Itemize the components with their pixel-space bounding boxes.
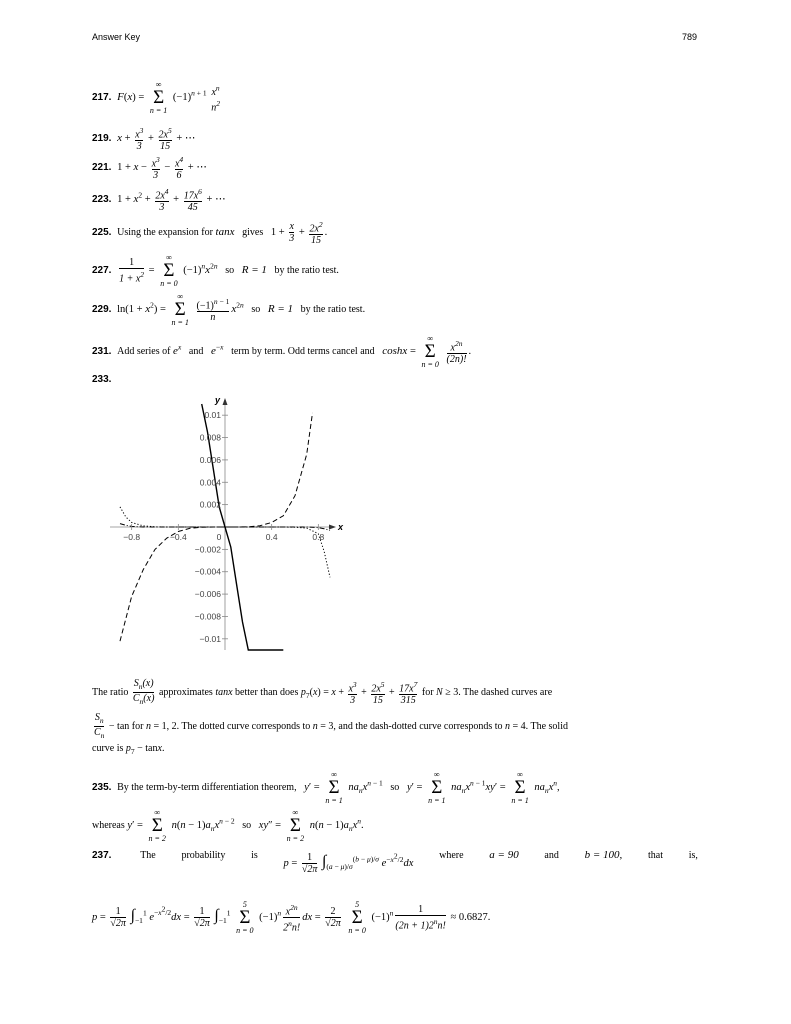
x-tick-label: −0.4 bbox=[169, 532, 187, 542]
bound-b: b = 100, bbox=[584, 849, 623, 861]
answer-text: so bbox=[390, 781, 400, 793]
answer-text: whereas bbox=[92, 819, 125, 831]
answer-text: and bbox=[544, 850, 559, 861]
y-tick-label: −0.008 bbox=[194, 611, 221, 622]
y-tick-label: 0.006 bbox=[199, 454, 221, 465]
answer-number: 217. bbox=[92, 91, 112, 103]
answer-number: 227. bbox=[92, 264, 112, 276]
answer-text: so bbox=[251, 303, 261, 315]
answer-227: 227. $\frac{1}{1 + x^2}$ = ∞ Σ n = 0 $(-1)^nx^{2n}$ so R = 1 by the ratio test. bbox=[92, 253, 339, 288]
answer-text: The bbox=[140, 850, 156, 861]
x-axis-arrow bbox=[329, 525, 336, 530]
y-tick-label: 0.01 bbox=[204, 410, 221, 421]
graph-caption-line-3: curve is $p_7 - \tan x$. bbox=[92, 743, 165, 756]
answer-235-continued: whereas y′ = ∞ Σ n = 2 $n(n - 1)a_nx^{n - 2}$ so xy″ = ∞ Σ n = 2 $n(n - 1)a_nx^n$. bbox=[92, 808, 364, 843]
graph-caption-line-2: $\frac{S_n}{C_n}$ − tan for n = 1, 2. The dotted curve corresponds to n = 3, and the dash-dotted curve corresponds to n = 4. The solid bbox=[94, 712, 568, 740]
function-name: tanx bbox=[215, 226, 235, 239]
y-tick-label: −0.002 bbox=[194, 544, 221, 555]
answer-229: 229. $\ln(1 + x^2)$ = ∞ Σ n = 1 $\frac{(-1)^{n - 1}}{n}$ $x^{2n}$ so R = 1 by the ratio test. bbox=[92, 292, 366, 327]
y-axis-arrow bbox=[223, 398, 228, 405]
answer-237: 237. The probability is p = $\frac{1}{√2\pi}$ $\int_{(a - \mu)/\sigma}^{(b - \mu)/\sigma}$ $e^{-x^2/2}dx$ where a = 90 and b = 100, that is, bbox=[92, 849, 698, 876]
answer-text: and bbox=[188, 345, 204, 357]
y-tick-label: −0.01 bbox=[199, 633, 221, 644]
answer-number: 229. bbox=[92, 303, 112, 315]
answer-text: gives bbox=[242, 227, 264, 239]
y-tick-label: 0.004 bbox=[199, 477, 221, 488]
x-tick-label: 0.4 bbox=[265, 532, 278, 542]
x-tick-label: 0.8 bbox=[312, 532, 325, 542]
answer-text: is bbox=[251, 850, 258, 861]
answer-number: 233. bbox=[92, 374, 112, 385]
answer-number: 225. bbox=[92, 227, 112, 239]
answer-text: By the term-by-term differentiation theorem, bbox=[117, 781, 297, 793]
y-tick-label: 0.008 bbox=[199, 432, 221, 443]
plot-axes bbox=[110, 395, 344, 650]
answer-number: 235. bbox=[92, 781, 112, 793]
answer-number: 223. bbox=[92, 194, 112, 206]
answer-text: so bbox=[225, 264, 235, 276]
error-plot bbox=[100, 395, 344, 652]
answer-number: 221. bbox=[92, 162, 112, 174]
answer-225: 225. Using the expansion for tanx gives 1 + $\frac{x}{3}$ + $\frac{2x^2}{15}$ . bbox=[92, 220, 328, 247]
x-tick-label: 0 bbox=[216, 532, 222, 542]
graph-caption-line-1: The ratio $\frac{S_n(x)}{C_n(x)}$ approximates tanx better than does $p_7(x) = x$ + $\frac{x^3}{3}$ + $\frac{2x^5}{15}$ + $\frac{17x^7}{315}$ for N ≥ 3. The dashed curves are bbox=[92, 678, 553, 707]
answer-text: Add series of bbox=[117, 345, 171, 357]
answer-text: term by term. Odd terms cancel and bbox=[231, 345, 375, 357]
y-tick-label: −0.004 bbox=[194, 566, 221, 577]
answer-217: 217. F(x) = ∞ Σ n = 1 $(-1)^{n + 1}$ $x^n$ $n^2$ bbox=[92, 80, 220, 115]
answer-number: 231. bbox=[92, 345, 112, 357]
answer-223: 223. $1 + x^2$ + $\frac{2x^4}{3}$ + $\frac{17x^6}{45}$ + ⋯ bbox=[92, 187, 226, 214]
answer-219: 219. x + $\frac{x^3}{3}$ + $\frac{2x^5}{15}$ + ⋯ bbox=[92, 126, 196, 153]
answer-233 bbox=[92, 372, 702, 387]
answer-221: 221. 1 + x − $\frac{x^3}{3}$ − $\frac{x^4}{6}$ + ⋯ bbox=[92, 155, 207, 182]
answer-text: that bbox=[648, 850, 663, 861]
radius-of-convergence: R = 1 bbox=[241, 263, 267, 276]
x-tick-label: −0.8 bbox=[123, 532, 141, 542]
running-header-title: Answer Key bbox=[92, 32, 141, 42]
answer-text: probability bbox=[181, 850, 226, 861]
answer-text: by the ratio test. bbox=[300, 303, 366, 315]
y-axis-label: y bbox=[215, 395, 221, 405]
answer-231: 231. Add series of $e^x$ and $e^{-x}$ term by term. Odd terms cancel and coshx = ∞ Σ n = 0 $\frac{x^{2n}}{(2n)!}$ . bbox=[92, 334, 472, 369]
y-tick-label: 0.002 bbox=[199, 499, 221, 510]
answer-text: is, bbox=[688, 850, 698, 861]
bound-a: a = 90 bbox=[489, 849, 519, 861]
page-number: 789 bbox=[681, 32, 697, 42]
answer-number: 237. bbox=[92, 850, 112, 861]
answer-number: 219. bbox=[92, 133, 112, 145]
radius-of-convergence: R = 1 bbox=[267, 302, 294, 315]
y-tick-label: −0.006 bbox=[194, 589, 221, 600]
answer-235: 235. By the term-by-term differentiation theorem, y′ = ∞ Σ n = 1 $na_nx^{n - 1}$ so y′ = ∞ Σ n = 1 $na_nx^{n - 1}xy'$ = ∞ Σ n = 1 $na_nx^n$, bbox=[92, 770, 560, 805]
answer-237-result: p = $\frac{1}{√2\pi}$ $\int_{-1}^1$ $e^{-x^2/2}dx$ = $\frac{1}{√2\pi}$ $\int_{-1}^1$ 5 Σ n = 0 $(-1)^n$ $\frac{x^{2n}}{2^nn!}$ dx = $\frac{2}{√2\pi}$ 5 Σ n = 0 $(-1)^n$ $\frac{1}{(2n + 1)2^nn!}$ ≈ 0.6827. bbox=[92, 900, 491, 935]
answer-text: by the ratio test. bbox=[274, 264, 339, 276]
answer-text: Using the expansion for bbox=[117, 227, 213, 239]
x-axis-label: x bbox=[338, 522, 344, 532]
answer-text: where bbox=[439, 850, 464, 861]
